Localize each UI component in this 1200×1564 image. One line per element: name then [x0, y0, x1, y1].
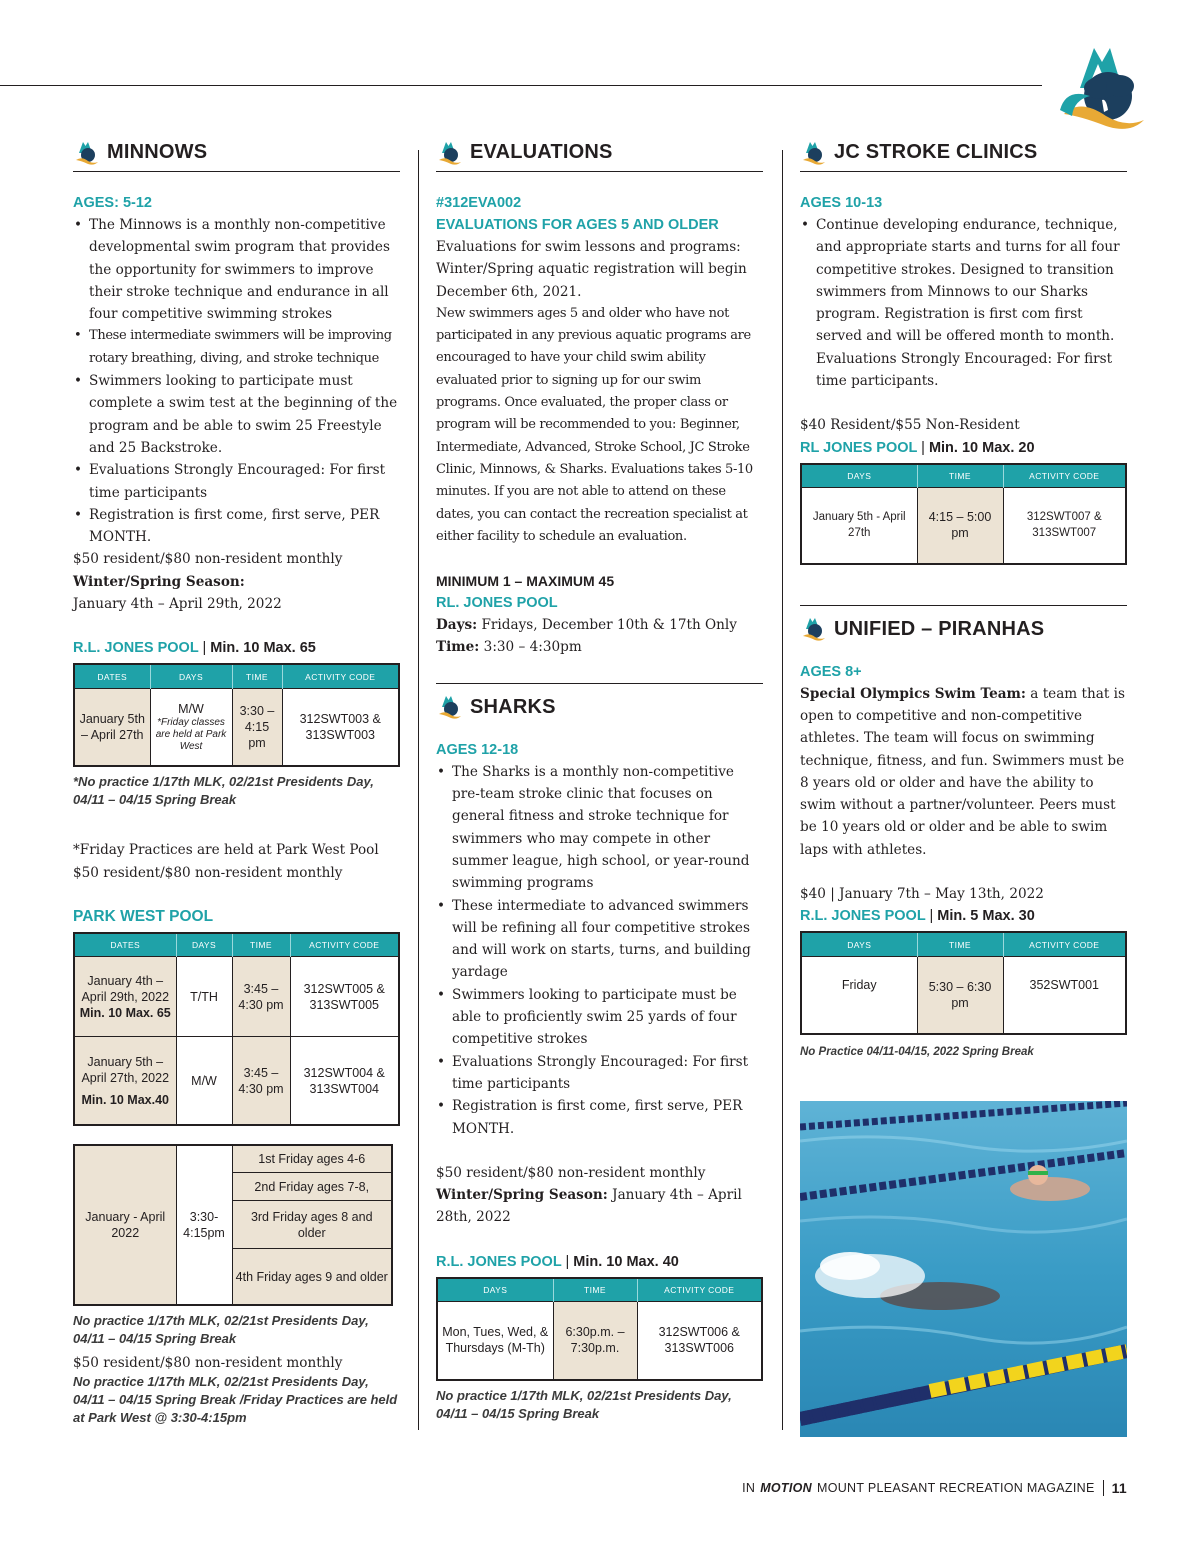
- oak-tree-section-icon: [436, 694, 462, 720]
- section-title: JC STROKE CLINICS: [834, 141, 1038, 163]
- unified-header: [800, 605, 1127, 649]
- days-cell: Mon, Tues, Wed, & Thursdays (M-Th): [437, 1302, 553, 1380]
- jc-section: [800, 136, 1127, 1437]
- eval-code: #312EVA002: [436, 195, 522, 211]
- pool-name: R.L. JONES POOL: [73, 640, 199, 657]
- dates-cell: January - April 2022: [74, 1145, 176, 1305]
- list-item: • These intermediate to advanced swimmers will be refining all four competitive strokes and will work on starts, turns, and building yardage: [436, 895, 763, 984]
- section-title: EVALUATIONS: [470, 141, 613, 163]
- park-west-table: [73, 932, 400, 1126]
- footer-magazine: MOUNT PLEASANT RECREATION MAGAZINE: [816, 1481, 1095, 1495]
- pool-heading: [436, 1251, 763, 1273]
- jc-bullets: [800, 214, 1127, 392]
- time-cell: 3:30 – 4:15 pm: [232, 688, 282, 766]
- friday-ages-cell: 4th Friday ages 9 and older: [232, 1249, 392, 1305]
- col-header: TIME: [232, 664, 282, 688]
- pool-heading: [73, 637, 400, 659]
- col-header: TIME: [232, 933, 290, 957]
- jc-header: [800, 136, 1127, 172]
- price-text: $40 | January 7th – May 13th, 2022: [800, 886, 1044, 903]
- col-header: DATES: [74, 664, 150, 688]
- minmax-value: Min. 10 Max.40: [81, 1092, 170, 1107]
- col-header: DAYS: [801, 932, 917, 956]
- evaluations-section: [436, 136, 763, 1423]
- code-cell: 312SWT007 & 313SWT007: [1003, 488, 1126, 564]
- ages-label: AGES 12-18: [436, 741, 519, 758]
- col-header: DAYS: [801, 464, 917, 488]
- header-rule: [0, 85, 1042, 86]
- pool-minmax: Min. 10 Max. 65: [210, 640, 316, 657]
- oak-tree-section-icon: [800, 616, 826, 642]
- no-practice-note: No practice 1/17th MLK, 02/21st Presidents Day, 04/11 – 04/15 Spring Break /Friday Practices are held at Park West @ 3:30-4:15pm: [73, 1373, 398, 1425]
- days-note: *Friday classes are held at Park West: [155, 717, 227, 753]
- col-header: TIME: [553, 1278, 637, 1302]
- pool-heading: [800, 437, 1127, 459]
- column-divider-2: [782, 150, 783, 1430]
- code-cell: 312SWT006 & 313SWT006: [637, 1302, 762, 1380]
- days-cell: January 5th - April 27th: [801, 488, 917, 564]
- time-value: 3:30 – 4:30pm: [483, 639, 582, 656]
- season-label: Winter/Spring Season:: [436, 1187, 608, 1204]
- code-cell: 312SWT004 & 313SWT004: [290, 1037, 399, 1125]
- days-value: Fridays, December 10th & 17th Only: [481, 617, 737, 634]
- friday-ages-cell: 3rd Friday ages 8 and older: [232, 1201, 392, 1249]
- col-header: ACTIVITY CODE: [637, 1278, 762, 1302]
- col-header: DAYS: [176, 933, 232, 957]
- friday-ages-cell: 2nd Friday ages 7-8,: [232, 1173, 392, 1201]
- unified-desc: [800, 683, 1127, 861]
- pool-sep: |: [929, 908, 934, 925]
- pool-name: RL JONES POOL: [800, 439, 918, 456]
- sharks-bullets: [436, 761, 763, 1140]
- col-header: TIME: [917, 464, 1003, 488]
- pool-sep: |: [202, 640, 207, 657]
- dates-cell: January 5th – April 27th: [74, 688, 150, 766]
- pool-sep: |: [921, 439, 925, 456]
- list-item: • Swimmers looking to participate must complete a swim test at the beginning of the program and be able to swim 25 Freestyle and 25 Backstroke.: [73, 370, 400, 459]
- season-dates: January 4th – April 28th, 2022: [436, 1187, 742, 1226]
- no-practice-note: No practice 1/17th MLK, 02/21st Presidents Day, 04/11 – 04/15 Spring Break: [436, 1387, 732, 1421]
- oak-tree-section-icon: [800, 140, 826, 166]
- price-text: $50 resident/$80 non-resident monthly: [73, 864, 343, 881]
- col-header: ACTIVITY CODE: [1003, 932, 1126, 956]
- dates-cell: [74, 957, 176, 1037]
- time-cell: 5:30 – 6:30 pm: [917, 956, 1003, 1034]
- pool-name: PARK WEST POOL: [73, 907, 214, 925]
- no-practice-note: No practice 1/17th MLK, 02/21st Presidents Day, 04/11 – 04/15 Spring Break: [73, 1312, 369, 1346]
- oak-tree-logo-icon: [1050, 40, 1145, 135]
- eval-subhead: EVALUATIONS FOR AGES 5 AND OLDER: [436, 217, 719, 233]
- days-label: Days:: [436, 617, 478, 634]
- col-header: ACTIVITY CODE: [1003, 464, 1126, 488]
- friday-note: *Friday Practices are held at Park West Pool: [73, 842, 379, 859]
- ages-label: AGES 10-13: [800, 195, 883, 211]
- pool-name: R.L. JONES POOL: [436, 1253, 562, 1270]
- eval-time: [436, 636, 763, 658]
- time-cell: 3:45 – 4:30 pm: [232, 1037, 290, 1125]
- section-title: MINNOWS: [107, 141, 208, 163]
- season-dates: January 4th – April 29th, 2022: [73, 596, 282, 613]
- minnows-bullets: [73, 214, 400, 548]
- price-text: $50 resident/$80 non-resident monthly: [73, 1354, 343, 1371]
- eval-minmax: MINIMUM 1 – MAXIMUM 45: [436, 573, 615, 590]
- days-cell: Friday: [801, 956, 917, 1034]
- pool-minmax: Min. 10 Max. 40: [573, 1253, 679, 1270]
- dates-value: January 4th – April 29th, 2022: [81, 973, 170, 1004]
- sharks-header: [436, 683, 763, 727]
- list-item: • Swimmers looking to participate must be able to proficiently swim 25 yards of four competitive strokes: [436, 984, 763, 1051]
- eval-para: Evaluations for swim lessons and programs: Winter/Spring aquatic registration will begin December 6th, 2021.: [436, 239, 747, 300]
- friday-ages-table: [73, 1144, 393, 1306]
- list-item: • Continue developing endurance, technique, and appropriate starts and turns for all four competitive strokes. Designed to transition swimmers from Minnows to our Sharks program. Registration is first com first served and will be offered month to month. Evaluations Strongly Encouraged: For first time participants.: [800, 214, 1127, 392]
- pool-photo-graphic: [800, 1101, 1127, 1437]
- pool-sep: |: [565, 1253, 570, 1270]
- footer-prefix: IN: [742, 1481, 756, 1495]
- season-label: Winter/Spring Season:: [73, 573, 245, 590]
- oak-tree-section-icon: [73, 140, 99, 166]
- dates-cell: [74, 1037, 176, 1125]
- unified-lead: Special Olympics Swim Team:: [800, 685, 1026, 702]
- code-cell: 312SWT003 & 313SWT003: [282, 688, 399, 766]
- no-practice-note: No Practice 04/11-04/15, 2022 Spring Break: [800, 1046, 1034, 1059]
- ages-label: AGES: 5-12: [73, 195, 152, 211]
- unified-body: a team that is open to competitive and non-competitive athletes. The team will focus on swimming technique, fitness, and fun. Swimmers must be 8 years old or older and have the ability to swim without a partner/volunteer. Peers must be 10 years old or older and be able to swim laps with athletes.: [800, 685, 1125, 858]
- price-text: $40 Resident/$55 Non-Resident: [800, 417, 1020, 434]
- eval-days: [436, 614, 763, 636]
- col-header: DAYS: [437, 1278, 553, 1302]
- list-item: • Registration is first come, first serve, PER MONTH.: [73, 504, 400, 549]
- no-practice-note: *No practice 1/17th MLK, 02/21st Presidents Day, 04/11 – 04/15 Spring Break: [73, 774, 374, 808]
- pool-name: RL. JONES POOL: [436, 595, 558, 612]
- price-text: $50 resident/$80 non-resident monthly: [436, 1164, 706, 1181]
- schedule-table: [73, 663, 400, 767]
- col-header: ACTIVITY CODE: [282, 664, 399, 688]
- footer-motion: MOTION: [760, 1481, 812, 1495]
- list-item: • The Minnows is a monthly non-competitive developmental swim program that provides the opportunity for swimmers to improve their stroke technique and endurance in all four competitive swimming strokes: [73, 214, 400, 325]
- ages-label: AGES 8+: [800, 663, 862, 680]
- list-item: • Registration is first come, first serve, PER MONTH.: [436, 1095, 763, 1140]
- section-title: UNIFIED – PIRANHAS: [834, 617, 1045, 640]
- page-footer: [742, 1480, 1127, 1496]
- days-value: M/W: [178, 702, 204, 717]
- time-cell: 6:30p.m. – 7:30p.m.: [553, 1302, 637, 1380]
- col-header: ACTIVITY CODE: [290, 933, 399, 957]
- dates-value: January 5th – April 27th, 2022: [81, 1054, 170, 1085]
- list-item: • These intermediate swimmers will be improving rotary breathing, diving, and stroke technique: [73, 325, 400, 370]
- days-cell: M/W: [176, 1037, 232, 1125]
- code-cell: 352SWT001: [1003, 956, 1126, 1034]
- list-item: • Evaluations Strongly Encouraged: For first time participants: [436, 1051, 763, 1096]
- days-cell: T/TH: [176, 957, 232, 1037]
- code-cell: 312SWT005 & 313SWT005: [290, 957, 399, 1037]
- price-text: $50 resident/$80 non-resident monthly: [73, 551, 343, 568]
- col-header: TIME: [917, 932, 1003, 956]
- pool-minmax: Min. 5 Max. 30: [937, 908, 1035, 925]
- column-divider-1: [418, 150, 419, 1430]
- swimmer-photo: [800, 1101, 1127, 1437]
- list-item: • Evaluations Strongly Encouraged: For first time participants: [73, 459, 400, 504]
- time-cell: 3:45 – 4:30 pm: [232, 957, 290, 1037]
- pool-heading: [800, 905, 1127, 927]
- pool-minmax: Min. 10 Max. 20: [928, 439, 1035, 456]
- table-row: [74, 957, 399, 1037]
- days-cell: [150, 688, 232, 766]
- minnows-header: [73, 136, 400, 172]
- footer-separator: [1103, 1480, 1104, 1496]
- pool-name: R.L. JONES POOL: [800, 908, 926, 925]
- eval-para: New swimmers ages 5 and older who have not participated in any previous aquatic programs are encouraged to have your child swim ability evaluated prior to signing up for our swim programs. Once evaluated, the proper class or program will be recommended to you: Beginner, Intermediate, Advanced, Stroke School, JC Stroke Clinic, Minnows, & Sharks. Evaluations takes 5-10 minutes. If you are not able to attend on these dates, you can contact the recreation specialist at either facility to schedule an evaluation.: [436, 305, 753, 544]
- table-row: [74, 1037, 399, 1125]
- schedule-table: [436, 1277, 763, 1381]
- col-header: DATES: [74, 933, 176, 957]
- oak-tree-section-icon: [436, 140, 462, 166]
- minnows-section: [73, 136, 400, 1427]
- col-header: DAYS: [150, 664, 232, 688]
- time-cell: 4:15 – 5:00 pm: [917, 488, 1003, 564]
- schedule-table: [800, 931, 1127, 1035]
- evaluations-header: [436, 136, 763, 172]
- time-label: Time:: [436, 639, 480, 656]
- season-line: [436, 1184, 763, 1229]
- section-title: SHARKS: [470, 695, 556, 718]
- time-cell: 3:30- 4:15pm: [176, 1145, 232, 1305]
- schedule-table: [800, 463, 1127, 565]
- minmax-value: Min. 10 Max. 65: [79, 1005, 171, 1020]
- friday-ages-cell: 1st Friday ages 4-6: [232, 1145, 392, 1173]
- list-item: • The Sharks is a monthly non-competitive pre-team stroke clinic that focuses on general fitness and stroke technique for swimmers who may compete in other summer league, high school, or year-round swimming programs: [436, 761, 763, 895]
- page-number: 11: [1111, 1480, 1127, 1496]
